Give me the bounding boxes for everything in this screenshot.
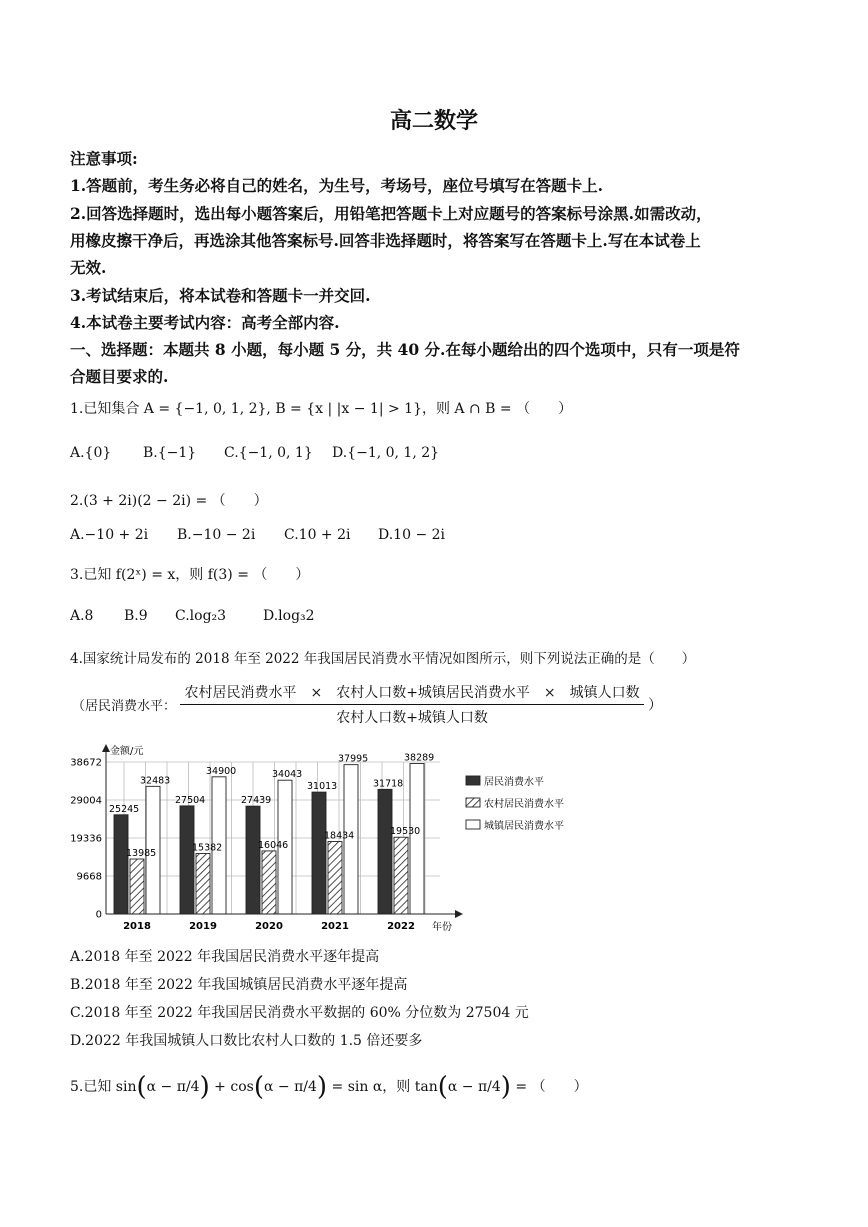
section-heading-cont: 合题目要求的.: [70, 367, 169, 386]
q5-arg-1: α − π/4: [146, 1079, 200, 1095]
x-tick-label: 2021: [321, 921, 349, 932]
question-3-stem: 3.已知 f(2ˣ) = x，则 f(3) = （ ）: [70, 567, 310, 583]
q2-option-a: A.−10 + 2i: [70, 527, 149, 543]
chart-legend: [466, 775, 564, 832]
q2-option-c: C.10 + 2i: [284, 527, 351, 543]
legend-label: 农村居民消费水平: [484, 799, 564, 810]
data-label: 19530: [390, 826, 421, 838]
notice-item: 2.回答选择题时，选出每小题答案后，用铅笔把答题卡上对应题号的答案标号涂黑.如需改动，: [70, 204, 712, 223]
data-label: 13985: [126, 848, 157, 860]
bar-rural: [394, 837, 408, 914]
data-label: 34043: [272, 769, 303, 781]
y-axis-label: 金额/元: [110, 746, 144, 757]
data-label: 15382: [192, 842, 223, 854]
q4-option-a: A.2018 年至 2022 年我国居民消费水平逐年提高: [70, 949, 380, 965]
formula-numerator: 农村居民消费水平 × 农村人口数+城镇居民消费水平 × 城镇人口数: [180, 682, 643, 705]
data-label: 38289: [404, 752, 435, 764]
q3-option-a: A.8: [70, 608, 94, 624]
bar-resident: [246, 806, 260, 914]
data-label: 32483: [140, 775, 171, 787]
legend-label: 城镇居民消费水平: [484, 821, 564, 832]
formula-suffix: ）: [648, 697, 663, 714]
y-tick-label: 29004: [70, 795, 102, 807]
question-4-stem: 4.国家统计局发布的 2018 年至 2022 年我国居民消费水平情况如图所示，则下列说法正确的是（ ）: [70, 651, 696, 667]
q1-option-c: C.{−1, 0, 1}: [224, 445, 313, 461]
q5-arg-3: α − π/4: [447, 1079, 501, 1095]
bar-resident: [114, 815, 128, 914]
bar-rural: [196, 854, 210, 914]
q3-option-c: C.log₂3: [175, 608, 227, 624]
legend-swatch: [466, 776, 480, 785]
bar-resident: [312, 792, 326, 914]
data-label: 31013: [307, 781, 338, 793]
formula-fraction: [180, 682, 643, 727]
q5-part-d: = （ ）: [510, 1079, 588, 1095]
bar-urban: [410, 764, 424, 914]
data-label: 31718: [373, 778, 404, 790]
q4-option-d: D.2022 年我国城镇人口数比农村人口数的 1.5 倍还要多: [70, 1033, 423, 1049]
q5-arg-2: α − π/4: [263, 1079, 317, 1095]
q1-option-d: D.{−1, 0, 1, 2}: [332, 445, 440, 461]
legend-swatch: [466, 820, 480, 829]
section-heading: 一、选择题：本题共 8 小题，每小题 5 分，共 40 分.在每小题给出的四个选项中，只有一项是符: [70, 340, 740, 359]
y-tick-label: 9668: [76, 871, 102, 883]
data-label: 18434: [324, 830, 355, 842]
q4-option-b: B.2018 年至 2022 年我国城镇居民消费水平逐年提高: [70, 977, 408, 993]
q3-option-d: D.log₃2: [263, 608, 315, 624]
x-tick-label: 2020: [255, 921, 283, 932]
question-2-stem: 2.(3 + 2i)(2 − 2i) = （ ）: [70, 493, 268, 509]
q2-option-b: B.−10 − 2i: [177, 527, 256, 543]
notice-item: 1.答题前，考生务必将自己的姓名，为生号，考场号，座位号填写在答题卡上.: [70, 176, 604, 195]
y-tick-label: 19336: [70, 833, 102, 845]
x-tick-label: 2019: [189, 921, 217, 932]
x-axis-label: 年份: [432, 922, 452, 933]
notice-item: 用橡皮擦干净后，再选涂其他答案标号.回答非选择题时，将答案写在答题卡上.写在本试卷上: [70, 231, 701, 250]
x-axis-arrow: [455, 910, 463, 918]
bar-rural: [262, 851, 276, 914]
formula-prefix: （居民消费水平：: [72, 699, 177, 714]
consumption-bar-chart: [70, 742, 590, 937]
x-tick-label: 2018: [123, 921, 151, 932]
formula-row: [72, 682, 662, 727]
q5-part-a: 5.已知 sin: [70, 1079, 137, 1095]
data-label: 37995: [338, 753, 369, 765]
q3-option-b: B.9: [124, 608, 148, 624]
y-tick-label: 0: [95, 909, 102, 921]
notice-item: 4.本试卷主要考试内容：高考全部内容.: [70, 313, 340, 332]
q4-option-c: C.2018 年至 2022 年我国居民消费水平数据的 60% 分位数为 27504 元: [70, 1005, 529, 1021]
notice-item: 无效.: [70, 258, 107, 277]
bar-rural: [328, 842, 342, 914]
bar-resident: [180, 806, 194, 914]
q5-part-c: = sin α，则 tan: [327, 1079, 438, 1095]
q2-option-d: D.10 − 2i: [378, 527, 446, 543]
q1-option-a: A.{0}: [70, 445, 112, 461]
notice-item: 3.考试结束后，将本试卷和答题卡一并交回.: [70, 286, 371, 305]
formula-denominator: 农村人口数+城镇人口数: [336, 710, 488, 726]
y-tick-label: 38672: [70, 757, 102, 769]
question-1-stem: 1.已知集合 A = {−1, 0, 1, 2}, B = {x | |x − 1| > 1}，则 A ∩ B = （ ）: [70, 401, 573, 417]
data-label: 34900: [206, 765, 237, 777]
legend-label: 居民消费水平: [484, 777, 544, 788]
bar-resident: [378, 789, 392, 914]
data-label: 27439: [241, 795, 272, 807]
page-title: 高二数学: [389, 108, 478, 134]
data-label: 27504: [175, 794, 206, 806]
q5-part-b: + cos: [209, 1079, 254, 1095]
x-tick-label: 2022: [387, 921, 415, 932]
data-label: 25245: [109, 803, 140, 815]
y-axis-arrow: [102, 744, 110, 752]
question-5-stem: 5.已知 sin(α − π/4) + cos(α − π/4) = sin α，则 tan(α − π/4) = （ ）: [70, 1072, 588, 1102]
q1-option-b: B.{−1}: [143, 445, 197, 461]
notice-heading: 注意事项:: [70, 149, 138, 168]
legend-swatch: [466, 798, 480, 807]
bar-rural: [130, 859, 144, 914]
data-label: 16046: [258, 839, 289, 851]
